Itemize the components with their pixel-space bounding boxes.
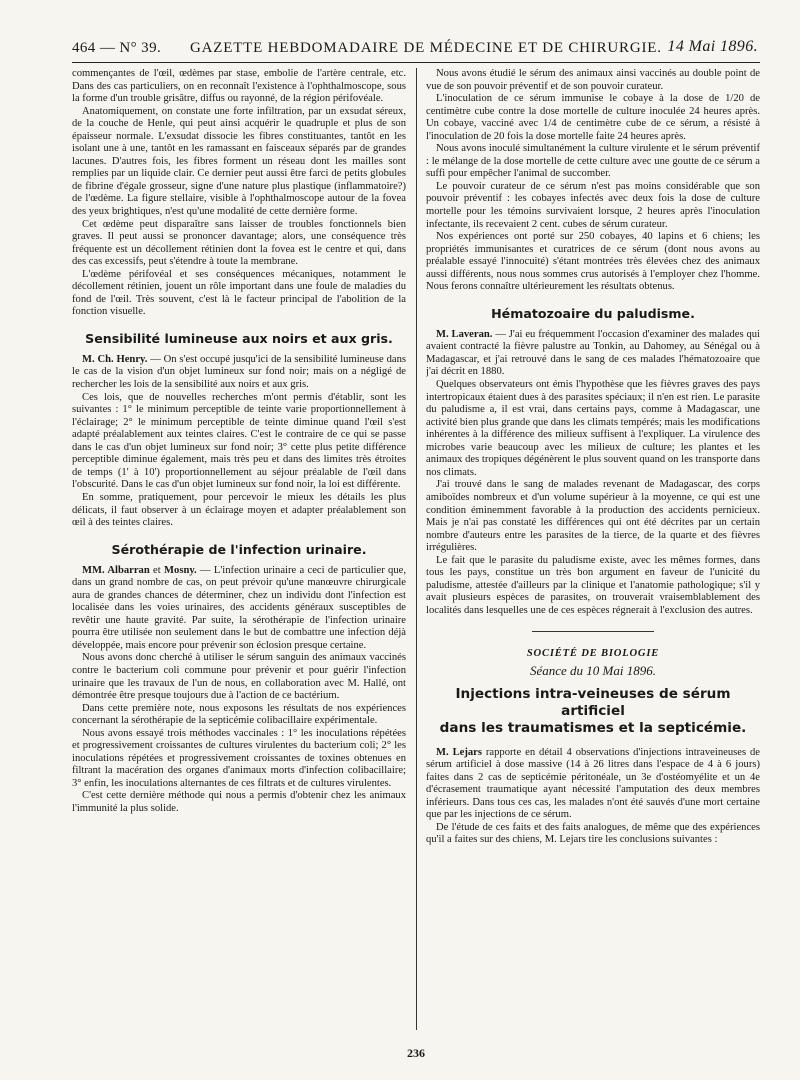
author-join: et xyxy=(149,564,165,576)
author-name-2: Mosny. xyxy=(164,564,197,576)
section-title-injections xyxy=(426,686,760,737)
society-name: SOCIÉTÉ DE BIOLOGIE xyxy=(526,648,660,660)
section-title-sensibilite: Sensibilité lumineuse aux noirs et aux gris. xyxy=(85,330,393,346)
journal-title: GAZETTE HEBDOMADAIRE DE MÉDECINE ET DE CHIRURGIE. xyxy=(190,40,662,56)
journal-page xyxy=(72,38,760,1068)
paragraph: Nous avons essayé trois méthodes vaccinales : 1° les inoculations répétées et progressivement croissantes de cultures virulentes du bacterium coli; 2° les inoculations répétées et progressivement croissantes de toxines obtenues en filtrant la macération des organes d'animaux morts d'infection colibacillaire; 3° enfin, les inoculations alternantes de ces filtrats et de cultures virulentes. xyxy=(72,727,406,789)
section-title-serotherapie: Sérothérapie de l'infection urinaire. xyxy=(111,541,367,557)
paragraph-text: — On s'est occupé jusqu'ici de la sensibilité lumineuse dans le cas de la vision d'un objet lumineux sur fond noir; mais on a négligé de rechercher les lois de la sensibilité aux noirs et aux gris. xyxy=(72,353,406,391)
author-name: M. Laveran. xyxy=(436,328,493,340)
paragraph xyxy=(72,565,406,653)
paragraph: Le fait que le parasite du paludisme existe, avec les mêmes formes, dans tous les pays, constitue un très bon argument en faveur de l'unicité du paludisme, attestée d'ailleurs par la clinique et l'anatomie pathologique; s'il y avait plusieurs espèces de parasites, on trouverait vraisemblablement des localités dans lesquelles une de ces espèces régnerait à l'exclusion des autres. xyxy=(426,554,760,616)
paragraph: En somme, pratiquement, pour percevoir le mieux les détails les plus délicats, il faut observer à un éclairage moyen et adapter préalablement son œil à des teintes claires. xyxy=(72,491,406,529)
paragraph-text: — L'infection urinaire a ceci de particulier que, dans un grand nombre de cas, on peut prévoir qu'une manœuvre chirurgicale aura de grandes chances de déterminer, chez un individu dont l'infection est localisée dans les voies urinaires, des accidents généraux susceptibles de revêtir une haute gravité. Par suite, la sérothérapie de l'infection urinaire pourra être utilisée non seulement dans le but de combattre une infection déjà développée, mais encore pour prévenir son éclosion presque certaine. xyxy=(72,564,406,651)
running-header xyxy=(72,38,760,62)
paragraph: C'est cette dernière méthode qui nous a permis d'obtenir chez les animaux l'immunité la plus solide. xyxy=(72,790,406,814)
paragraph: L'inoculation de ce sérum immunise le cobaye à la dose de 1/20 de centimètre cube contre la dose mortelle de culture inoculée 24 heures après. Un cobaye, vacciné avec 1/4 de centimètre cube de ce sérum, a résisté à l'inoculation de 20 fois la dose mortelle faite 24 heures après. xyxy=(426,93,760,142)
paragraph xyxy=(426,329,760,379)
issue-date: 14 Mai 1896. xyxy=(667,38,758,55)
session-date: Séance du 10 Mai 1896. xyxy=(529,662,656,678)
column-divider xyxy=(416,68,417,1030)
paragraph xyxy=(72,354,406,392)
author-name: M. Lejars xyxy=(436,746,482,758)
paragraph-text: rapporte en détail 4 observations d'injections intraveineuses de sérum artificiel à dose massive (14 à 26 litres dans l'espace de 4 à 6 jours) faites dans 2 cas de septicémie péritonéale, un 3e d'ostéomyélite et un 4e d'écrasement traumatique ayant nécessité l'amputation des deux membres inférieurs. Dans tous ces cas, les malades n'ont été sauvés d'une mort certaine que par les injections de ce sérum. xyxy=(426,746,760,821)
paragraph: De l'étude de ces faits et des faits analogues, de même que des expériences qu'il a faites sur des chiens, M. Lejars tire les conclusions suivantes : xyxy=(426,821,760,846)
paragraph: L'œdème périfovéal et ses conséquences mécaniques, notamment le décollement rétinien, jouent un rôle important dans une foule de maladies du fond de l'œil. Très souvent, c'est là le facteur principal de l'abolition de la fonction visuelle. xyxy=(72,268,406,318)
paragraph: Nous avons inoculé simultanément la culture virulente et le sérum préventif : le mélange de la dose mortelle de cette culture avec une goutte de ce sérum a suffi pour empêcher l'animal de succomber. xyxy=(426,143,760,180)
paragraph: Ces lois, que de nouvelles recherches m'ont permis d'établir, sont les suivantes : 1° le minimum perceptible de teinte varie proportionnellement à l'éclairage; 2° le minimum perceptible de teinte diminue quand l'œil s'est adapté préalablement aux teintes claires. C'est le contraire de ce qui se passe dans le cas d'un objet lumineux sur fond noir; 3° cette plus petite différence perceptible diminue également, mais très peu et dans des limites très étroites de temps (1' à 10') proportionnellement au séjour préalable de l'œil dans l'obscurité. Dans le cas d'un objet lumineux sur fond noir, la loi est différente. xyxy=(72,391,406,491)
paragraph: Nous avons donc cherché à utiliser le sérum sanguin des animaux vaccinés contre le bacterium coli commune pour prévenir et pour guérir l'infection urinaire que les travaux de l'un de nous, en collaboration avec M. Hallé, ont démontrée être presque toujours due à l'action de ce bactérium. xyxy=(72,652,406,702)
paragraph: Cet œdème peut disparaître sans laisser de troubles fonctionnels bien graves. Il peut aussi se prononcer davantage; alors, une conséquence très fréquente est un décollement rétinien dont la fovea est le centre et qui, dans des cas excessifs, peut s'étendre à toute la membrane. xyxy=(72,218,406,268)
paragraph: Quelques observateurs ont émis l'hypothèse que les fièvres graves des pays intertropicaux étaient dues à des parasites spéciaux; il n'en est rien. Le parasite du paludisme a, il est vrai, dans certains pays, comme à Madagascar, une activité bien plus grande que dans les climats tempérés; mais les modifications inhérentes à la différence des milieux suffisent à l'expliquer. La virulence des microbes varie beaucoup avec les milieux de culture; les plantes et les animaux des tropiques dégénèrent le plus souvent quand on les transporte dans nos climats. xyxy=(426,379,760,478)
section-separator-rule xyxy=(532,631,654,632)
paragraph: Nos expériences ont porté sur 250 cobayes, 40 lapins et 6 chiens; les propriétés immunisantes et curatrices de ce sérum (dont nous avons au préalable essayé l'innocuité) s'étant montrées très élevées chez des animaux aussi différents, nous nous sommes crus autorisés à l'employer chez l'homme. Nous ferons connaître ultérieurement les résultats obtenus. xyxy=(426,231,760,293)
author-name: M. Ch. Henry. xyxy=(82,353,148,365)
paragraph: J'ai trouvé dans le sang de malades revenant de Madagascar, des corps amiboïdes nombreux et d'un volume supérieur à la moyenne, ce qui est une condition éminemment favorable à la production des accidents pernicieux. Mais je n'ai pas constaté les différences qui ont été décrites par un certain nombre d'auteurs entre les parasites de la tierce, de la quarte et des fièvres irrégulières. xyxy=(426,479,760,554)
left-column xyxy=(72,68,406,1040)
paragraph: Dans cette première note, nous exposons les résultats de nos expériences concernant la sérothérapie de la septicémie colibacillaire expérimentale. xyxy=(72,702,406,727)
paragraph-text: — J'ai eu fréquemment l'occasion d'examiner des malades qui avaient contracté la fièvre palustre au Tonkin, au Dahomey, au Sénégal ou à Madagascar, et j'ai retrouvé dans le sang de ces malades l'hématozoaire que j'ai décrit en 1880. xyxy=(426,328,760,378)
paragraph: Anatomiquement, on constate une forte infiltration, par un exsudat séreux, de la couche de Henle, qui peut ainsi acquérir le quadruple et plus de son épaisseur normale. L'exsudat dissocie les fibres constituantes, tantôt en les isolant une à une, tantôt en les ramassant en faisceaux séparés par de grandes lacunes. D'autres fois, les fibres forment un réseau dont les mailles sont remplies par un liquide clair. Ce dernier peut aussi être farci de petits globules de fibrine d'égale grosseur, signe d'une nature plus plastique (inflammatoire?) de l'œdème. La figure stellaire, visible à l'ophthalmoscope autour de la fovea des yeux brightiques, n'est qu'une modalité de cette dernière forme. xyxy=(72,105,406,218)
right-column xyxy=(426,68,760,1040)
author-name: MM. Albarran xyxy=(82,564,150,576)
header-rule xyxy=(72,62,760,63)
page-folio: 236 xyxy=(407,1046,425,1060)
section-title-line-2: dans les traumatismes et la septicémie. xyxy=(439,719,747,736)
page-and-issue-number: 464 — N° 39. xyxy=(72,40,162,56)
paragraph xyxy=(426,747,760,822)
paragraph: commençantes de l'œil, œdèmes par stase, embolie de l'artère centrale, etc. Dans des cas particuliers, on en reconnaît l'existence à l'ophthalmoscope, sous la forme d'un trouble grisâtre, diffus ou rayonné, de la région périfovéale. xyxy=(72,68,406,105)
section-title-hematozoaire: Hématozoaire du paludisme. xyxy=(491,305,695,321)
section-title-line-1: Injections intra-veineuses de sérum artificiel xyxy=(455,685,731,719)
paragraph: Le pouvoir curateur de ce sérum n'est pas moins considérable que son pouvoir préventif : les cobayes infectés avec deux fois la dose de culture mortelle pour les témoins survivaient lorsque, 2 heures après l'inoculation infectante, ils recevaient 2 cent. cubes de sérum curateur. xyxy=(426,180,760,230)
paragraph: Nous avons étudié le sérum des animaux ainsi vaccinés au double point de vue de son pouvoir préventif et de son pouvoir curateur. xyxy=(426,68,760,92)
